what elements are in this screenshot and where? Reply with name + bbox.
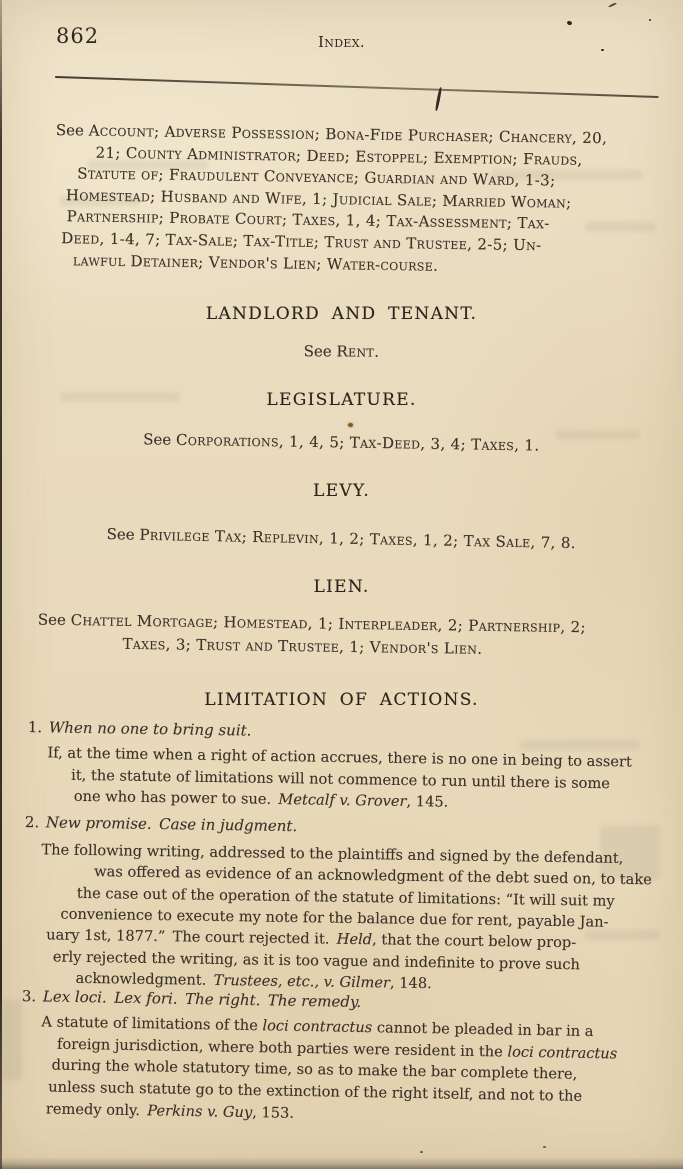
section-see-references [0,338,683,366]
entry-head [25,812,673,843]
text-run: convenience to execute my note for the balance due for rent, payable Jan- [60,905,609,931]
running-head-title: Index. [317,33,366,51]
entry-catchline: When no one to bring suit. [48,718,252,740]
entry-number: 1. [27,717,43,737]
entry-number: 2. [24,812,40,832]
text-run: Partnership; Probate Court; Taxes, 1, 4; Tax-Assessment; Tax- [66,207,550,233]
text-run: See [55,120,89,140]
section-heading: LIEN. [313,577,370,597]
text-run: , 153. [252,1104,295,1122]
section-legislature [0,390,683,455]
foxing-spot [348,423,353,427]
text-run: remedy only. [45,1100,148,1120]
entry-catchline: New promise. Case in judgment. [45,813,298,836]
showthrough-smudge [0,1000,22,1080]
text-run: unless such statute go to the extinction of the right itself, and not to the [48,1078,583,1105]
section-landlord-and-tenant [0,304,683,361]
text-run: Deed, 1-4, 7; Tax-Sale; Tax-Title; Trust and Trustee, 2-5; Un- [61,229,542,255]
text-run: 21; County Administrator; Deed; Estoppel; Exemption; Frauds, [95,143,583,169]
text-run: Homestead; Husband and Wife, 1; Judicial Sale; Married Woman; [65,185,572,212]
entry-body [27,742,676,818]
italic-text-run: loci contractus [262,1017,373,1036]
text-run: it, the statute of limitations will not commence to run until there is some [70,766,611,792]
text-run: uary 1st, 1877.” The court rejected it. [46,926,337,949]
text-run: See [106,525,140,544]
text-run: during the whole statutory time, so as to make the bar complete there, [51,1056,578,1084]
ink-speck [566,20,572,25]
text-run: cannot be pleaded in bar in a [372,1018,594,1040]
text-run: See [37,610,71,629]
ink-speck [649,19,651,21]
text-run: , that the court below prop- [371,931,577,952]
text-line [0,338,683,366]
section-lien [0,577,683,658]
text-run: Rent. [336,342,380,361]
index-entry-2 [22,812,673,998]
ink-speck [420,1151,423,1153]
header-rule [55,76,659,98]
text-run: See [303,342,337,361]
text-run: If, at the time when a right of action accrues, there is no one in being to assert [47,744,632,771]
italic-text-run: Metcalf v. Grover [278,791,407,811]
text-run: Privilege Tax; Replevin, 1, 2; Taxes, 1, 2; Tax Sale, 7, 8. [139,525,577,553]
cross-reference-paragraph [54,120,662,280]
text-run: , 148. [389,974,432,993]
text-run: foreign jurisdiction, where both parties were resident in the [56,1035,508,1061]
text-line [0,521,683,557]
text-run: the case out of the operation of the statute of limitations: “It will suit my [76,884,615,910]
text-run: erly rejected the writing, as it is too vague and indefinite to prove such [52,948,581,974]
text-run: See [143,430,177,449]
text-run: Account; Adverse Possession; Bona-Fide Purchaser; Chancery, 20, [88,121,608,148]
entry-catchline: Lex loci. Lex fori. The right. The remedy. [42,987,362,1011]
entry-number: 3. [21,986,37,1006]
italic-text-run: Trustees, etc., v. Gilmer [213,972,391,992]
text-run: lawful Detainer; Vendor's Lien; Water-course. [72,250,439,275]
text-run: acknowledgment. [75,970,214,990]
ink-speck [608,2,617,8]
text-run: was offered as evidence of an acknowledgment of the debt sued on, to take [93,863,652,889]
entry-body [20,1011,670,1131]
bottom-edge-shadow [0,1157,683,1169]
text-run: one who has power to sue. [73,788,279,809]
entry-body [22,839,672,998]
index-entry-3 [20,986,670,1131]
text-line [0,426,683,460]
italic-text-run: Perkins v. Guy [147,1102,253,1122]
text-run: The following writing, addressed to the plaintiffs and signed by the defendant, [41,841,624,867]
italic-text-run: loci contractus [507,1043,618,1062]
text-run: Corporations, 1, 4, 5; Tax-Deed, 3, 4; Taxes, 1. [175,430,540,455]
index-entry-1 [27,717,676,817]
section-heading: LEVY. [313,481,370,501]
text-run: , 145. [406,793,449,812]
section-heading: LEGISLATURE. [266,390,417,410]
section-heading-limitation-of-actions: LIMITATION OF ACTIONS. [204,690,479,710]
ink-speck [601,49,604,51]
stray-ink-mark [435,87,442,111]
section-see-references [0,521,683,557]
section-heading: LANDLORD AND TENANT. [205,304,478,324]
ink-speck [543,1146,546,1148]
text-run: Chattel Mortgage; Homestead, 1; Interpleader, 2; Partnership, 2; [70,610,586,637]
text-run: Statute of; Fraudulent Conveyance; Guardian and Ward, 1-3; [77,164,556,190]
section-see-references [0,608,683,664]
text-run: Taxes, 3; Trust and Trustee, 1; Vendor's Lien. [122,634,483,658]
italic-text-run: Held [336,931,373,949]
section-see-references [0,426,683,460]
page-number: 862 [56,24,100,48]
section-levy [0,481,683,553]
text-run: A statute of limitations of the [41,1013,263,1034]
